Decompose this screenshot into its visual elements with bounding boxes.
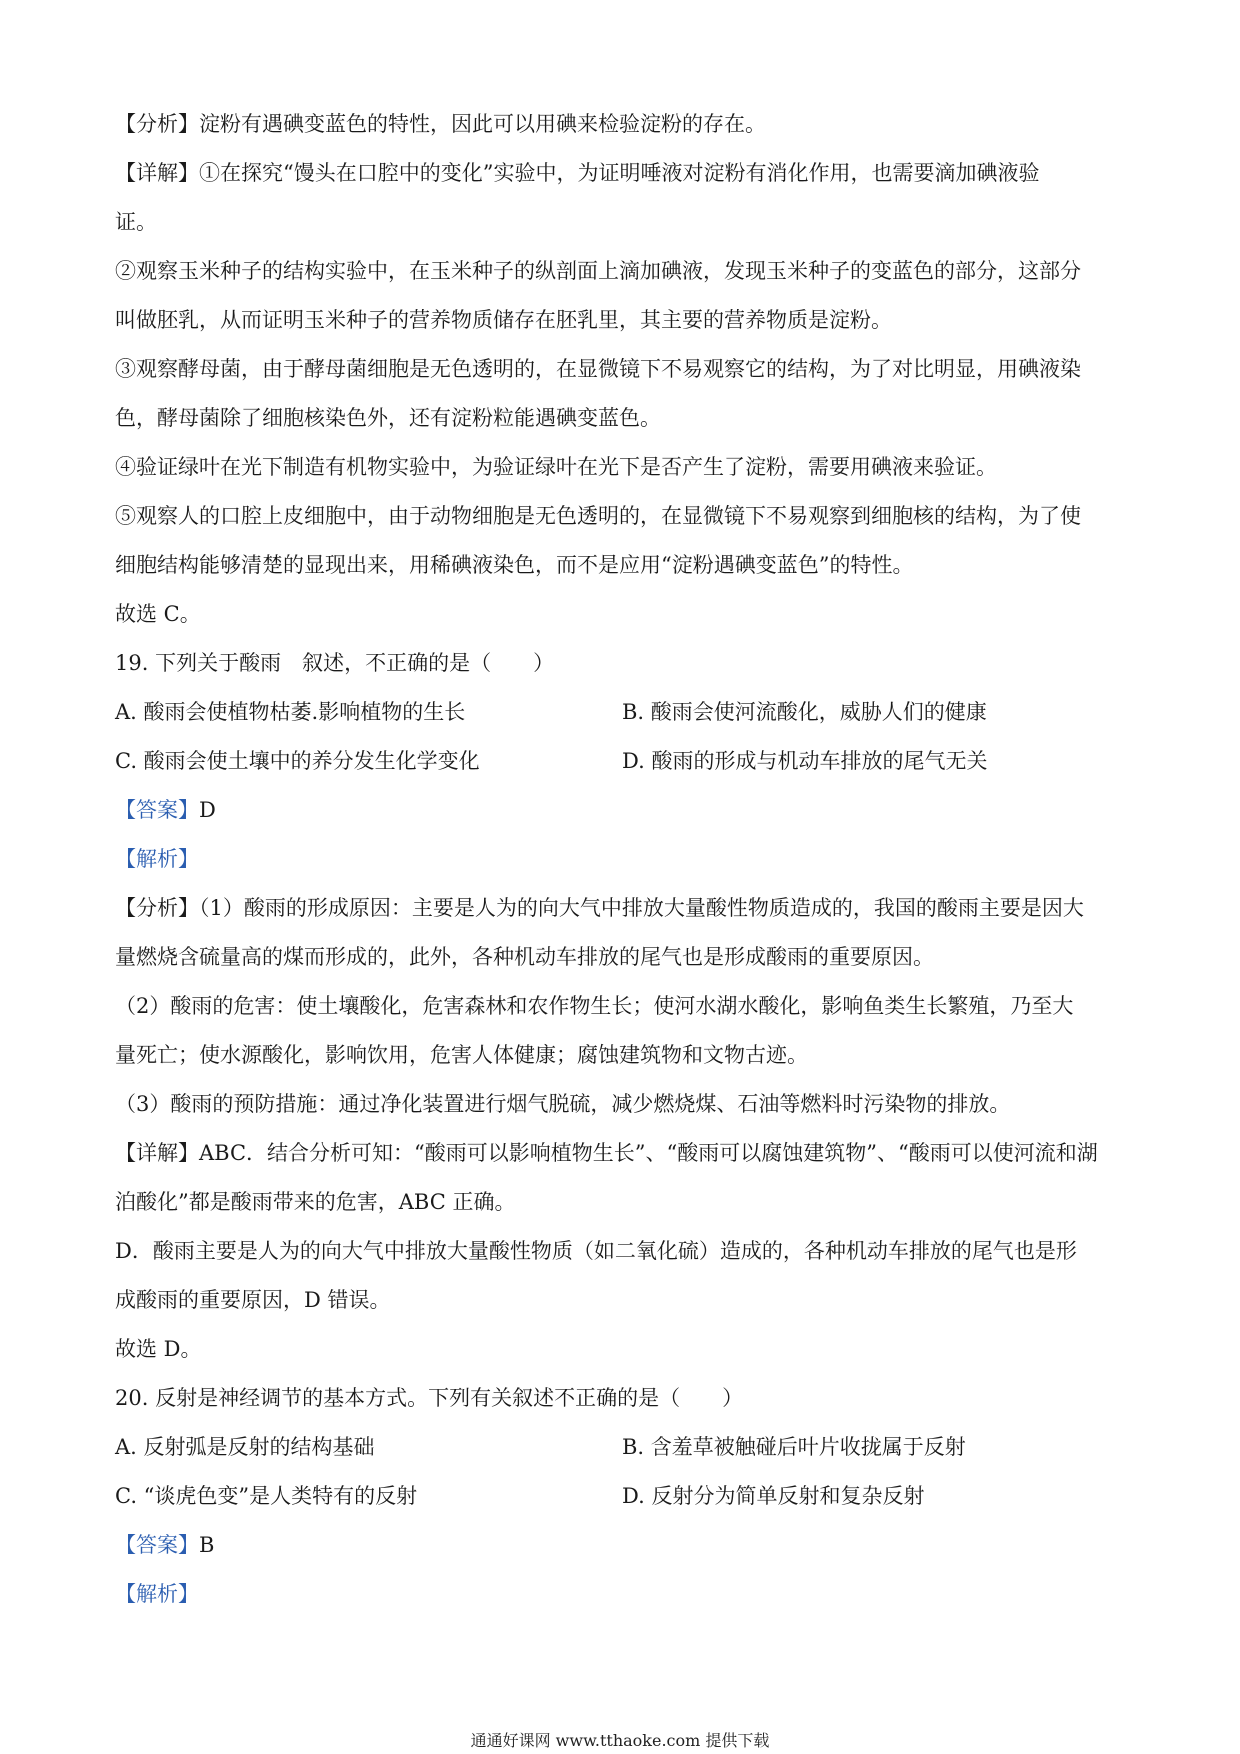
q20-options-row-2 [115, 1472, 1125, 1521]
q19-answer [115, 786, 1125, 835]
q19-detail-2: 泊酸化”都是酸雨带来的危害，ABC 正确。 [115, 1190, 516, 1214]
answer-value: B [199, 1533, 215, 1557]
q19-detail-3: D．酸雨主要是人为的向大气中排放大量酸性物质（如二氧化硫）造成的，各种机动车排放的尾气也是形 [115, 1239, 1077, 1263]
q19-analysis-3: （2）酸雨的危害：使土壤酸化，危害森林和农作物生长；使河水湖水酸化，影响鱼类生长繁殖，乃至大 [115, 994, 1074, 1018]
q18-analysis [115, 100, 1125, 149]
q19-explain [115, 835, 1125, 884]
document-page [115, 100, 1125, 1619]
explain-tag: 【解析】 [115, 847, 199, 871]
q19-option-c: C. 酸雨会使土壤中的养分发生化学变化 [115, 749, 480, 773]
q18-line-9: 细胞结构能够清楚的显现出来，用稀碘液染色，而不是应用“淀粉遇碘变蓝色”的特性。 [115, 553, 914, 577]
q19-option-a: A. 酸雨会使植物枯萎.影响植物的生长 [115, 700, 466, 724]
q18-detail-1 [115, 149, 1125, 198]
q19-option-d: D. 酸雨的形成与机动车排放的尾气无关 [622, 749, 988, 773]
q19-option-b: B. 酸雨会使河流酸化，威胁人们的健康 [622, 700, 987, 724]
analysis-tag: 【分析】 [115, 112, 199, 136]
q20-option-c: C. “谈虎色变”是人类特有的反射 [115, 1484, 418, 1508]
page-footer: 通通好课网 www.tthaoke.com 提供下载 [470, 1731, 770, 1750]
q18-detail-2: 证。 [115, 210, 157, 234]
explain-tag: 【解析】 [115, 1582, 199, 1606]
q19-detail-4: 成酸雨的重要原因，D 错误。 [115, 1288, 391, 1312]
q20-option-b: B. 含羞草被触碰后叶片收拢属于反射 [622, 1435, 966, 1459]
analysis-text: 淀粉有遇碘变蓝色的特性，因此可以用碘来检验淀粉的存在。 [199, 112, 766, 136]
q18-conclusion: 故选 C。 [115, 602, 201, 626]
q18-line-8: ⑤观察人的口腔上皮细胞中，由于动物细胞是无色透明的，在显微镜下不易观察到细胞核的结构，为了使 [115, 504, 1081, 528]
q18-line-7: ④验证绿叶在光下制造有机物实验中，为验证绿叶在光下是否产生了淀粉，需要用碘液来验证。 [115, 455, 997, 479]
detail-text: ABC．结合分析可知：“酸雨可以影响植物生长”、“酸雨可以腐蚀建筑物”、“酸雨可以使河流和湖 [199, 1141, 1098, 1165]
q20-answer [115, 1521, 1125, 1570]
q18-line-6: 色，酵母菌除了细胞核染色外，还有淀粉粒能遇碘变蓝色。 [115, 406, 661, 430]
q18-line-4: 叫做胚乳，从而证明玉米种子的营养物质储存在胚乳里，其主要的营养物质是淀粉。 [115, 308, 892, 332]
q20-options-row-1 [115, 1423, 1125, 1472]
detail-tag: 【详解】 [115, 1141, 199, 1165]
q19-stem: 19. 下列关于酸雨 叙述，不正确的是（ ） [115, 651, 555, 675]
q19-detail-1 [115, 1129, 1125, 1178]
analysis-tag: 【分析】 [115, 896, 199, 920]
analysis-text: （1）酸雨的形成原因：主要是人为的向大气中排放大量酸性物质造成的，我国的酸雨主要是因大 [199, 896, 1084, 920]
answer-tag: 【答案】 [115, 798, 199, 822]
q19-analysis-5: （3）酸雨的预防措施：通过净化装置进行烟气脱硫，减少燃烧煤、石油等燃料时污染物的排放。 [115, 1092, 1011, 1116]
q19-analysis-2: 量燃烧含硫量高的煤而形成的，此外，各种机动车排放的尾气也是形成酸雨的重要原因。 [115, 945, 934, 969]
q20-option-d: D. 反射分为简单反射和复杂反射 [622, 1484, 925, 1508]
q19-options-row-1 [115, 688, 1125, 737]
q19-options-row-2 [115, 737, 1125, 786]
detail-tag: 【详解】 [115, 161, 199, 185]
q19-analysis-4: 量死亡；使水源酸化，影响饮用，危害人体健康；腐蚀建筑物和文物古迹。 [115, 1043, 808, 1067]
q18-line-3: ②观察玉米种子的结构实验中，在玉米种子的纵剖面上滴加碘液，发现玉米种子的变蓝色的部分，这部分 [115, 259, 1081, 283]
q20-explain [115, 1570, 1125, 1619]
detail-text: ①在探究“馒头在口腔中的变化”实验中，为证明唾液对淀粉有消化作用，也需要滴加碘液验 [199, 161, 1040, 185]
q20-stem: 20. 反射是神经调节的基本方式。下列有关叙述不正确的是（ ） [115, 1386, 744, 1410]
q19-analysis-1 [115, 884, 1125, 933]
q19-conclusion: 故选 D。 [115, 1337, 202, 1361]
answer-tag: 【答案】 [115, 1533, 199, 1557]
q20-option-a: A. 反射弧是反射的结构基础 [115, 1435, 375, 1459]
answer-value: D [199, 798, 216, 822]
q18-line-5: ③观察酵母菌，由于酵母菌细胞是无色透明的，在显微镜下不易观察它的结构，为了对比明显，用碘液染 [115, 357, 1081, 381]
